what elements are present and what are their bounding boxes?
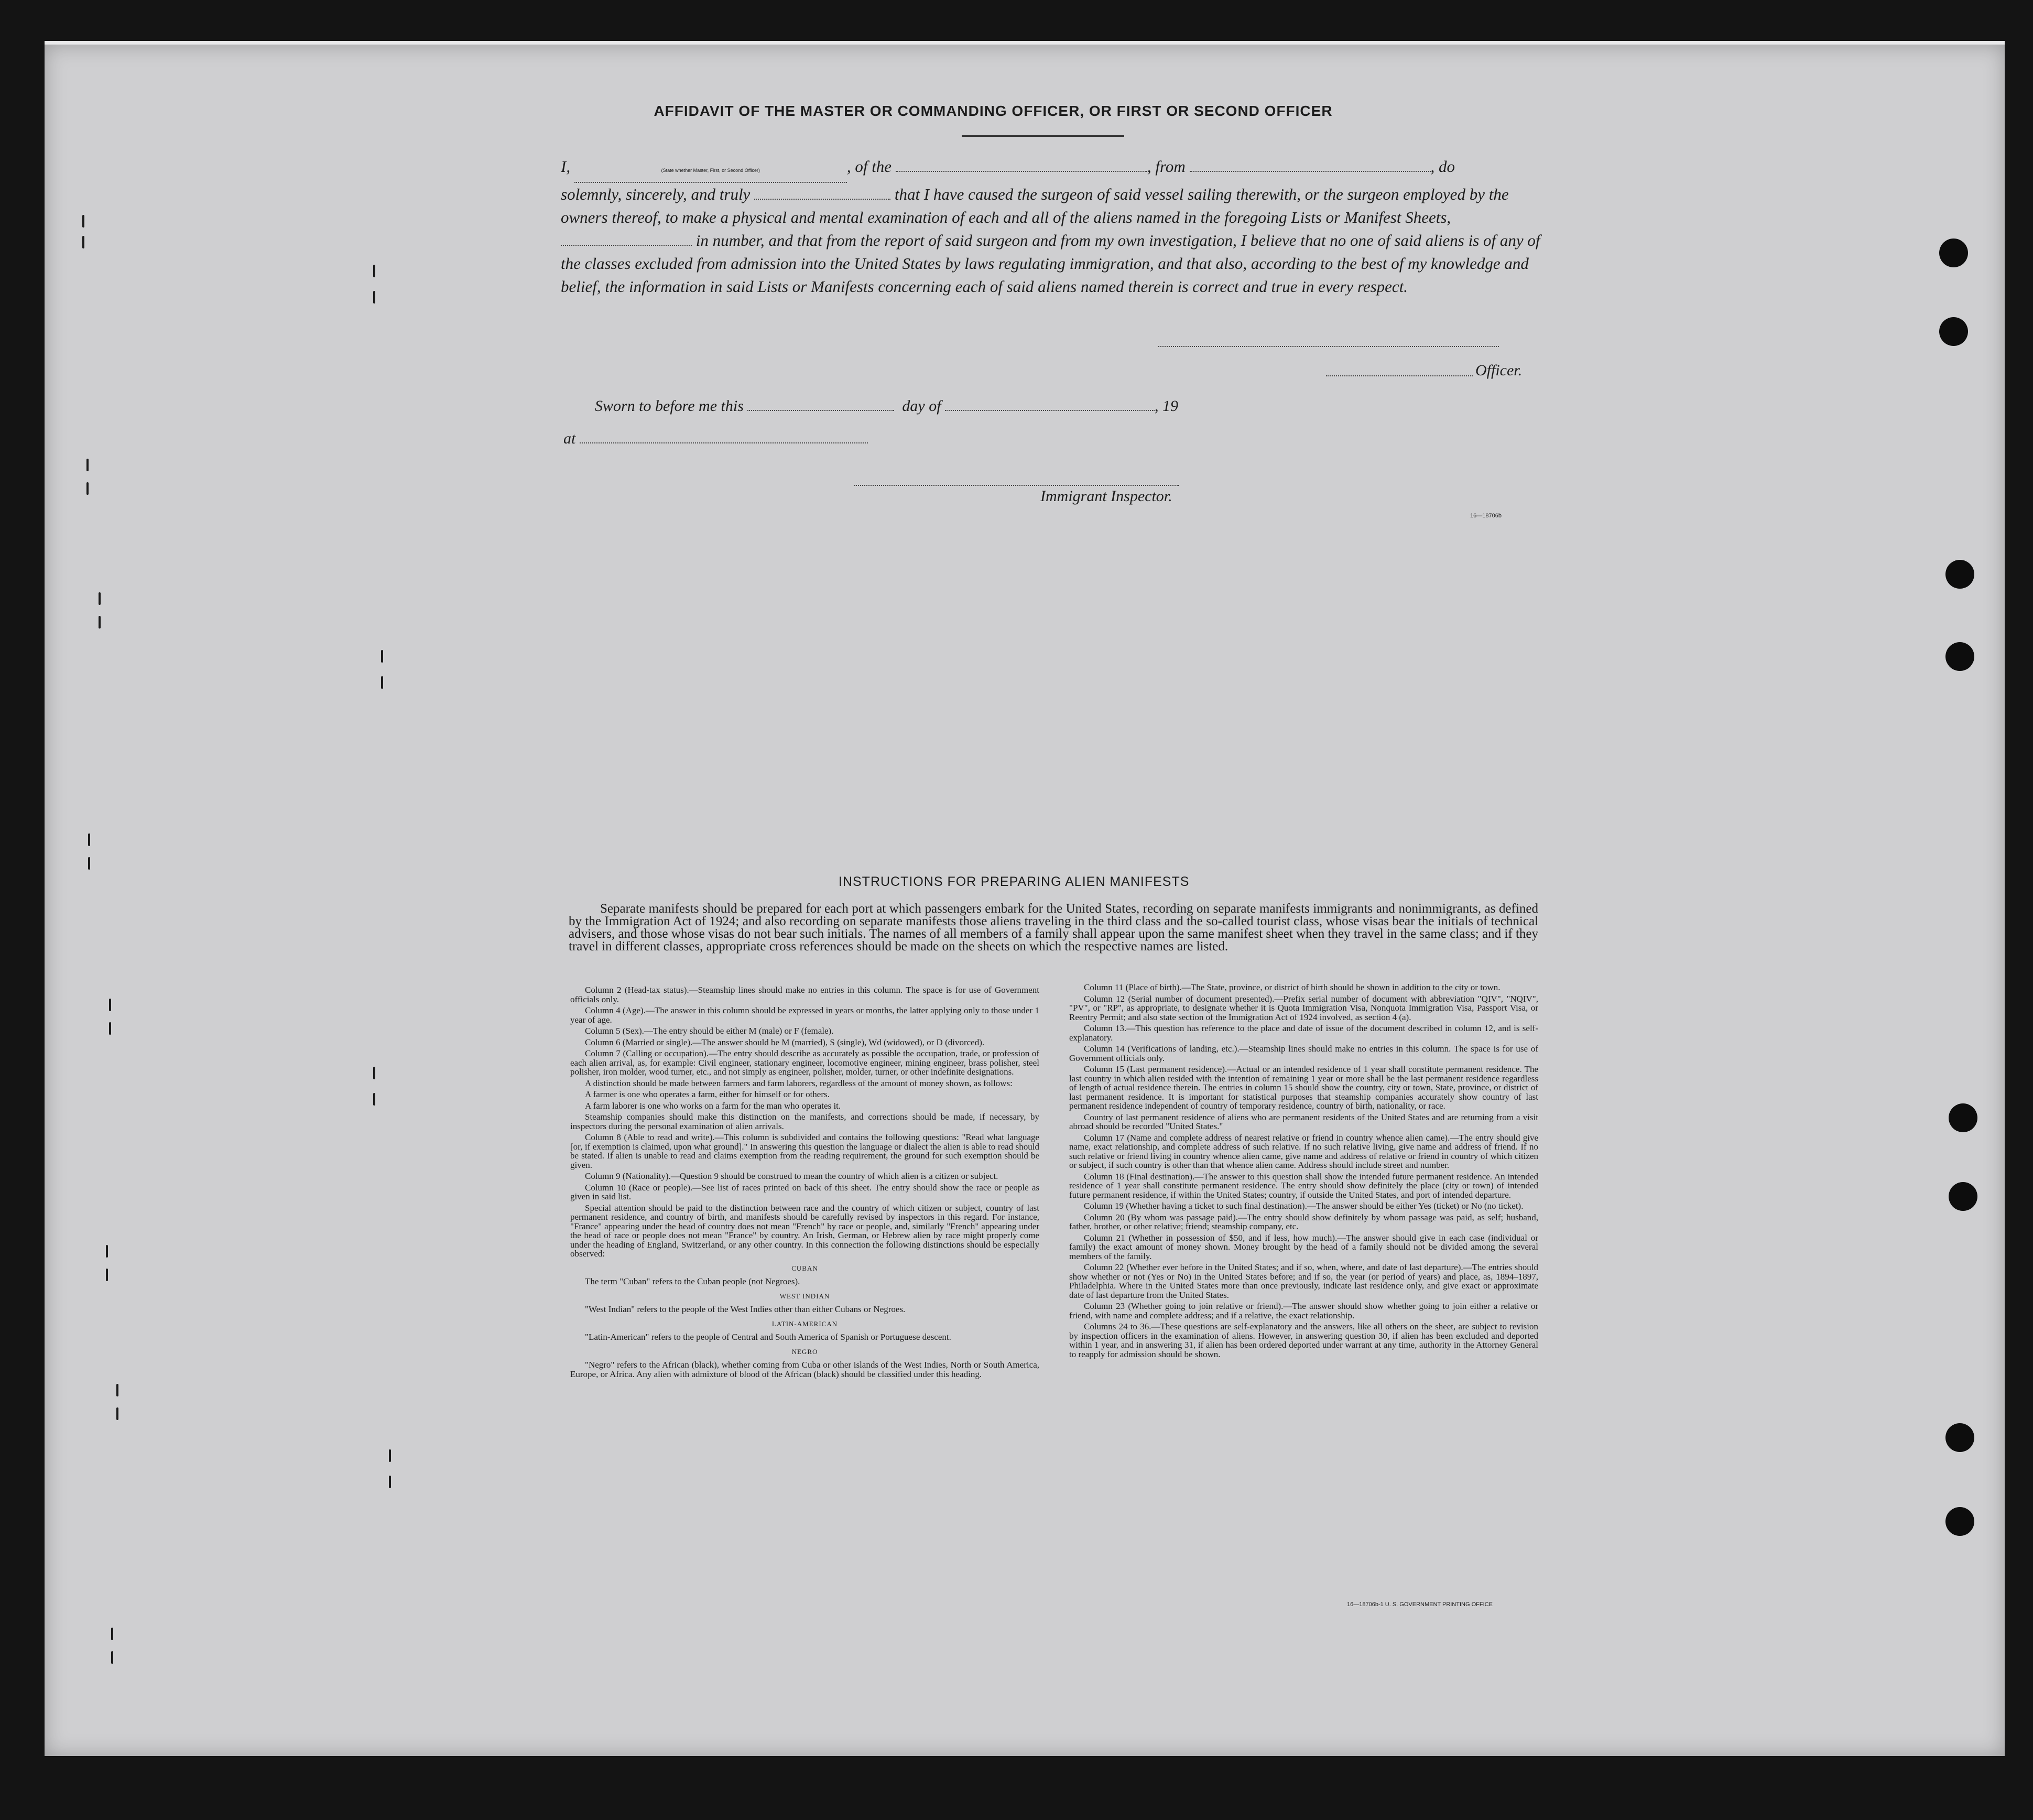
binder-hole — [1945, 560, 1974, 589]
instruction-paragraph: A farm laborer is one who works on a farm for the man who operates it. — [585, 1100, 841, 1111]
edge-mark — [373, 265, 375, 277]
officer-label: Officer. — [1475, 362, 1523, 379]
edge-mark — [381, 676, 383, 689]
edge-mark — [389, 1449, 391, 1462]
manifest-sheet — [45, 45, 2005, 1756]
binder-hole — [1939, 239, 1968, 267]
vessel-name-field[interactable] — [896, 171, 1147, 172]
edge-mark — [82, 236, 84, 248]
negro-definition: "Negro" refers to the African (black), whether coming from Cuba or other islands of the West Indies, North or South America, Europe, or Africa. Any alien with admixture of blood of the African (black) should be classified under this heading. — [570, 1360, 1039, 1379]
edge-mark — [86, 459, 89, 471]
west-indian-definition: "West Indian" refers to the people of the West Indies other than either Cubans or Negroes. — [585, 1304, 906, 1314]
negro-heading: NEGRO — [791, 1347, 818, 1356]
binder-hole — [1939, 317, 1968, 346]
instruction-paragraph: Column 6 (Married or single).—The answer should be M (married), S (single), Wd (widowed), or D (divorced). — [585, 1037, 985, 1047]
officer-signature-line[interactable] — [1158, 346, 1499, 347]
instruction-paragraph: Columns 24 to 36.—These questions are self-explanatory and the answers, like all others on the sheet, are subject to revision by inspection officers in the examination of aliens. However, in answering question 30, if alien has been excluded and deported within 1 year, and in answering 31, if alien has been ordered deported under warrant at any time, authority in the Attorney General to reapply for admission should be shown. — [1069, 1321, 1538, 1359]
edge-mark — [109, 999, 111, 1011]
instruction-paragraph: A distinction should be made between farmers and farm laborers, regardless of the amount of money shown, as follows: — [585, 1078, 1013, 1088]
binder-hole — [1945, 1507, 1974, 1536]
inspector-label: Immigrant Inspector. — [1040, 488, 1172, 505]
edge-mark — [82, 215, 84, 228]
instructions-title: INSTRUCTIONS FOR PREPARING ALIEN MANIFESTS — [839, 874, 1190, 889]
instruction-paragraph: Column 2 (Head-tax status).—Steamship lines should make no entries in this column. The space is for use of Government officials only. — [570, 985, 1039, 1004]
instruction-paragraph: Column 22 (Whether ever before in the United States; and if so, when, where, and date of last departure).—The entries should show whether or not (Yes or No) in the United States before; and if so, the year (or period of years) and place, as, 1894–1897, Philadelphia. Where in the United States more than once previously, indicate last residence only, and give exact or approximate date of last departure from the United States. — [1069, 1262, 1538, 1300]
affidavit-title: AFFIDAVIT OF THE MASTER OR COMMANDING OFFICER, OR FIRST OR SECOND OFFICER — [654, 103, 1333, 119]
alien-count-field[interactable] — [561, 245, 692, 246]
at-line — [563, 430, 868, 448]
oath-field[interactable] — [754, 199, 890, 200]
edge-mark — [389, 1476, 391, 1488]
instruction-paragraph: Column 18 (Final destination).—The answer to this question shall show the intended future permanent residence. An intended residence of 1 year shall constitute permanent residence. The entry should show definitely the place (city or town) of intended future permanent residence, if within the United States; country, if outside the United States, and port of intended departure. — [1069, 1171, 1538, 1200]
instruction-paragraph: Special attention should be paid to the distinction between race and the country of which citizen or subject, country of last permanent residence, and country of birth, and manifests should be carefully revised by inspectors in this regard. For instance, "France" appearing under the head of country does not mean "French" by race or people, and, similarly "French" appearing under the head of race or people does not mean "France" by country. An Irish, German, or Hebrew alien by race might properly come under the heading of England, Switzerland, or any other country. In this connection the following distinctions should be especially observed: — [570, 1202, 1039, 1259]
instructions-left-column — [570, 985, 1039, 1381]
state-hint: (State whether Master, First, or Second Officer) — [661, 168, 760, 173]
affidavit-p2: that I have caused the surgeon of said vessel sailing therewith, or the surgeon employed by the owners thereof, to make a physical and mental examination of each and all of the aliens named in the foregoing Lists or Manifest Sheets, — [561, 185, 1509, 226]
edge-mark — [109, 1022, 111, 1035]
binder-hole — [1945, 1423, 1974, 1452]
sworn-text: Sworn to before me this — [595, 397, 744, 415]
day-of-text: day of — [902, 397, 941, 415]
title-rule — [962, 135, 1124, 137]
instruction-paragraph: Column 7 (Calling or occupation).—The entry should describe as accurately as possible the occupation, trade, or profession of each alien arrival, as, for example: Civil engineer, stationary engineer, locomotive engineer, mining engineer, brass polisher, steel polisher, iron molder, wood turner, etc., and not simply as engineer, polisher, molder, turner, or other indefinite designations. — [570, 1048, 1039, 1077]
edge-mark — [88, 857, 90, 870]
instruction-paragraph: Column 8 (Able to read and write).—This column is subdivided and contains the following questions: "Read what language [or, if exemption is claimed, upon what ground]." In answering this question the language or dialect the alien is able to read should be stated. If alien is unable to read and claims exemption from the reading requirement, the ground for such exemption should be given. — [570, 1132, 1039, 1170]
instructions-right-column — [1069, 983, 1538, 1361]
year-text: , 19 — [1155, 397, 1179, 415]
edge-mark — [116, 1407, 118, 1420]
edge-mark — [106, 1269, 108, 1281]
west-indian-heading: WEST INDIAN — [779, 1292, 830, 1300]
instruction-paragraph: Column 17 (Name and complete address of nearest relative or friend in country whence alien came).—The entry should give name, exact relationship, and complete address of such relative. If no such relative living, give name and address of friend. If no such relative or friend living in country whence alien came, give name and address of relative or friend in country of which citizen or subject, if such country is other than that whence alien came. Address should include street and number. — [1069, 1132, 1538, 1170]
affidavit-do: , do — [1430, 157, 1455, 176]
at-text: at — [563, 430, 576, 447]
edge-mark — [106, 1245, 108, 1258]
latin-american-definition: "Latin-American" refers to the people of Central and South America of Spanish or Portuguese descent. — [585, 1332, 951, 1342]
instruction-paragraph: Column 14 (Verifications of landing, etc.).—Steamship lines should make no entries in this column. The space is for use of Government officials only. — [1069, 1044, 1538, 1063]
edge-mark — [99, 592, 101, 605]
instruction-paragraph: Column 20 (By whom was passage paid).—The entry should show definitely by whom passage was paid, as self; husband, father, brother, or other relative; friend; steamship company, etc. — [1069, 1212, 1538, 1231]
instruction-paragraph: Column 5 (Sex).—The entry should be either M (male) or F (female). — [585, 1026, 834, 1036]
edge-mark — [86, 482, 89, 495]
officer-rank-field[interactable] — [574, 162, 847, 183]
instruction-paragraph: Column 4 (Age).—The answer in this column should be expressed in years or months, the latter applying only to those under 1 year of age. — [570, 1005, 1039, 1025]
affidavit-p3: in number, and that from the report of said surgeon and from my own investigation, I believe that no one of said aliens is of any of the classes excluded from admission into the United States by laws regulating immigration, and that also, according to the best of my knowledge and belief, the information in said Lists or Manifests concerning each of said aliens named therein is correct and true in every respect. — [561, 231, 1540, 296]
instruction-paragraph: Column 10 (Race or people).—See list of races printed on back of this sheet. The entry should show the race or people as given in said list. — [570, 1182, 1039, 1201]
instruction-paragraph: Column 12 (Serial number of document presented).—Prefix serial number of document with abbreviation "QIV", "NQIV", "PV", or "RP", as appropriate, to designate whether it is Quota Immigration Visa, Nonquota Immigration Visa, Passport Visa, or Reentry Permit; and also state section of the Immigration Act of 1924 involved, as section 4 (a). — [1069, 993, 1538, 1022]
affidavit-of-the: , of the — [846, 157, 892, 176]
instructions-intro: Separate manifests should be prepared for each port at which passengers embark for the United States, recording on separate manifests immigrants and nonimmigrants, as defined by the Immigration Act of 1924; and also recording on separate manifests those aliens traveling in the third class and the so-called tourist class, whose visas bear the initials of technical advisers, and those whose visas do not bear such initials. The names of all members of a family shall appear upon the same manifest sheet when they travel in the same class; and if they travel in different classes, appropriate cross references should be made on the sheets on which the respective names are listed. — [569, 902, 1538, 954]
binder-hole — [1949, 1103, 1977, 1132]
binder-hole — [1949, 1182, 1977, 1211]
cuban-heading: CUBAN — [791, 1264, 818, 1272]
instruction-paragraph: Column 13.—This question has reference to the place and date of issue of the document described in column 12, and is self-explanatory. — [1069, 1023, 1538, 1043]
affidavit-from: , from — [1147, 157, 1186, 176]
instruction-paragraph: Column 19 (Whether having a ticket to such final destination).—The answer should be either Yes (ticket) or No (no ticket). — [1084, 1201, 1524, 1211]
instruction-paragraph: Column 21 (Whether in possession of $50, and if less, how much).—The answer should give in each case (individual or family) the exact amount of money shown. Money brought by the head of a family should not be divided among the several members of the family. — [1069, 1232, 1538, 1261]
sworn-line — [595, 397, 1178, 415]
sworn-month-field[interactable] — [945, 410, 1155, 411]
officer-title-line[interactable] — [1326, 375, 1473, 376]
instruction-paragraph: A farmer is one who operates a farm, either for himself or for others. — [585, 1089, 830, 1099]
inspector-signature-line[interactable] — [854, 485, 1179, 486]
sworn-place-field[interactable] — [580, 442, 868, 443]
form-number: 16—18706b — [1470, 513, 1502, 519]
edge-mark — [88, 833, 90, 846]
edge-mark — [99, 616, 101, 629]
edge-mark — [373, 1067, 375, 1079]
edge-mark — [373, 291, 375, 304]
sworn-day-field[interactable] — [747, 410, 894, 411]
edge-mark — [111, 1651, 113, 1664]
binder-hole — [1945, 642, 1974, 671]
printing-office-imprint: 16—18706b-1 U. S. GOVERNMENT PRINTING OFFICE — [1347, 1601, 1493, 1608]
affidavit-p1: solemnly, sincerely, and truly — [561, 185, 751, 203]
cuban-definition: The term "Cuban" refers to the Cuban people (not Negroes). — [585, 1276, 800, 1286]
affidavit-body — [561, 155, 1546, 298]
instruction-paragraph: Steamship companies should make this distinction on the manifests, and corrections should be made, if necessary, by inspectors during the personal examination of alien arrivals. — [570, 1112, 1039, 1131]
affidavit-i: I, — [561, 157, 571, 176]
instruction-paragraph: Column 9 (Nationality).—Question 9 should be construed to mean the country of which alien is a citizen or subject. — [585, 1171, 998, 1181]
instruction-paragraph: Country of last permanent residence of aliens who are permanent residents of the United States and are returning from a visit abroad should be recorded "United States." — [1069, 1112, 1538, 1131]
port-field[interactable] — [1190, 171, 1431, 172]
edge-mark — [111, 1628, 113, 1640]
instruction-paragraph: Column 15 (Last permanent residence).—Actual or an intended residence of 1 year shall constitute permanent residence. The last country in which alien resided with the intention of remaining 1 year or more shall be the last permanent residence regardless of length of actual residence therein. The entries in column 15 should show the country, city or town, State, province, or district of last permanent residence. It is important for statistical purposes that steamship companies accurately show country of last permanent residence independent of country of temporary residence, country of birth, nationality, or race. — [1069, 1064, 1538, 1111]
edge-mark — [373, 1093, 375, 1106]
instruction-paragraph: Column 11 (Place of birth).—The State, province, or district of birth should be shown in addition to the city or town. — [1084, 982, 1501, 992]
edge-mark — [381, 650, 383, 663]
instruction-paragraph: Column 23 (Whether going to join relative or friend).—The answer should show whether going to join either a relative or friend, with name and complete address; and if a relative, the exact relationship. — [1069, 1301, 1538, 1320]
latin-american-heading: LATIN-AMERICAN — [771, 1319, 838, 1328]
edge-mark — [116, 1384, 118, 1396]
